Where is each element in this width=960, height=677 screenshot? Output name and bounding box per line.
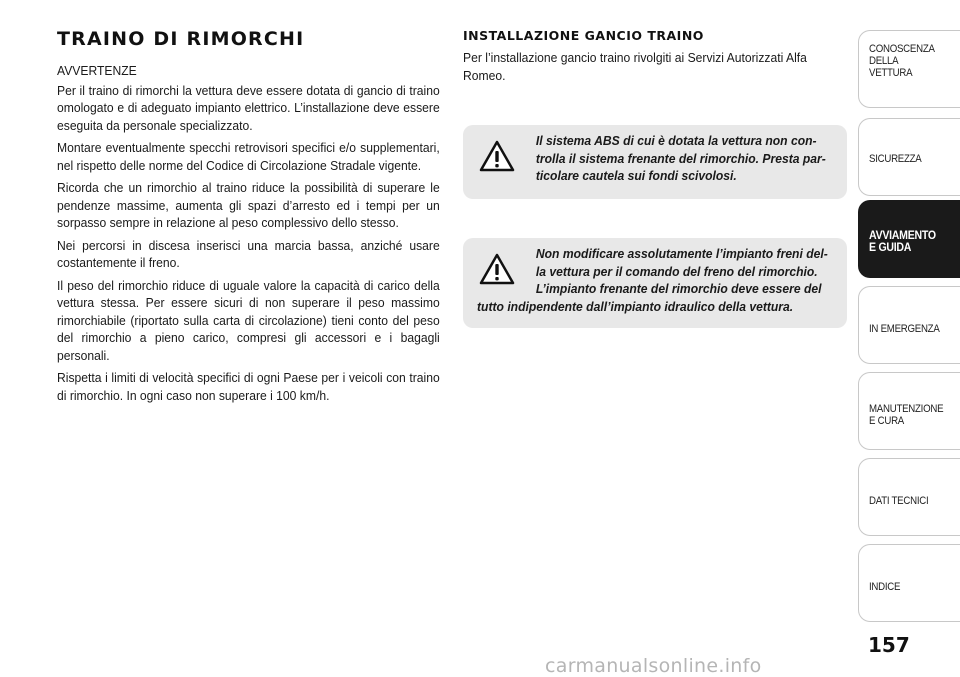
warning-line: trolla il sistema frenante del rimorchio. Presta par- [535, 150, 826, 166]
warning-line: tutto indipendente dall’impianto idraulico della vettura. [477, 298, 794, 314]
warning-text [477, 245, 838, 315]
tab-indice[interactable] [858, 544, 960, 622]
page-number: 157 [868, 633, 910, 657]
subsection-title: INSTALLAZIONE GANCIO TRAINO [463, 28, 704, 43]
paragraph: Rispetta i limiti di velocità specifici di ogni Paese per i veicoli con traino di rimorchio. In ogni caso non superare i 100 km/h. [57, 370, 440, 403]
paragraph-avvertenze: AVVERTENZE [57, 63, 137, 78]
tab-in-emergenza[interactable] [858, 286, 960, 364]
warning-line: L’impianto frenante del rimorchio deve essere del [535, 281, 822, 296]
tab-conoscenza-della-vettura[interactable] [858, 30, 960, 108]
watermark: carmanualsonline.info [545, 655, 762, 677]
right-column [463, 28, 846, 84]
tab-label: INDICE [869, 581, 901, 593]
tab-manutenzione-e-cura[interactable] [858, 372, 960, 450]
warning-line: ticolare cautela sui fondi scivolosi. [535, 168, 737, 183]
tab-label: DATI TECNICI [869, 495, 929, 507]
body-text [57, 62, 440, 404]
tab-label: CONOSCENZA DELLA VETTURA [869, 43, 935, 79]
warning-line: Non modificare assolutamente l’impianto freni del- [535, 246, 828, 261]
paragraph: Ricorda che un rimorchio al traino riduce la possibilità di superare le pendenze massime, aumenta gli spazi d’arresto ed i tempi per un sorpasso sempre in relazione al peso complessivo dello stesso. [57, 180, 440, 230]
section-title: TRAINO DI RIMORCHI [57, 28, 305, 50]
warning-box-brakes [463, 238, 847, 328]
tab-label: AVVIAMENTO E GUIDA [869, 228, 936, 254]
tab-dati-tecnici[interactable] [858, 458, 960, 536]
paragraph: Il peso del rimorchio riduce di uguale valore la capacità di carico della vettura stessa. Per essere sicuri di non superare il peso massimo rimorchiabile (riportato sulla carta di circolazione) tieni conto del peso del rimorchio a pieno carico, compresi gli accessori e i bagagli personali. [57, 277, 440, 363]
tab-label: MANUTENZIONE E CURA [869, 403, 944, 427]
paragraph: Nei percorsi in discesa inserisci una marcia bassa, anziché usare costantemente il freno. [57, 237, 440, 270]
paragraph: Montare eventualmente specchi retrovisori specifici e/o supplementari, nel rispetto delle norme del Codice di Circolazione Stradale vigente. [57, 140, 440, 173]
paragraph: Per il traino di rimorchi la vettura deve essere dotata di gancio di traino omologato e di adeguato impianto elettrico. L’installazione deve essere eseguita da personale specializzato. [57, 82, 440, 133]
warning-box-abs [463, 125, 847, 199]
warning-line: la vettura per il comando del freno del rimorchio. [535, 263, 818, 279]
installation-text: Per l’installazione gancio traino rivolgiti ai Servizi Autorizzati Alfa Romeo. [463, 50, 807, 83]
warning-line: Il sistema ABS di cui è dotata la vettura non con- [535, 133, 817, 148]
left-column [57, 28, 440, 409]
warning-text [477, 132, 838, 185]
tab-avviamento-e-guida[interactable] [858, 200, 960, 278]
tab-sicurezza[interactable] [858, 118, 960, 196]
tab-label: SICUREZZA [869, 153, 922, 165]
tab-label: IN EMERGENZA [869, 323, 940, 335]
